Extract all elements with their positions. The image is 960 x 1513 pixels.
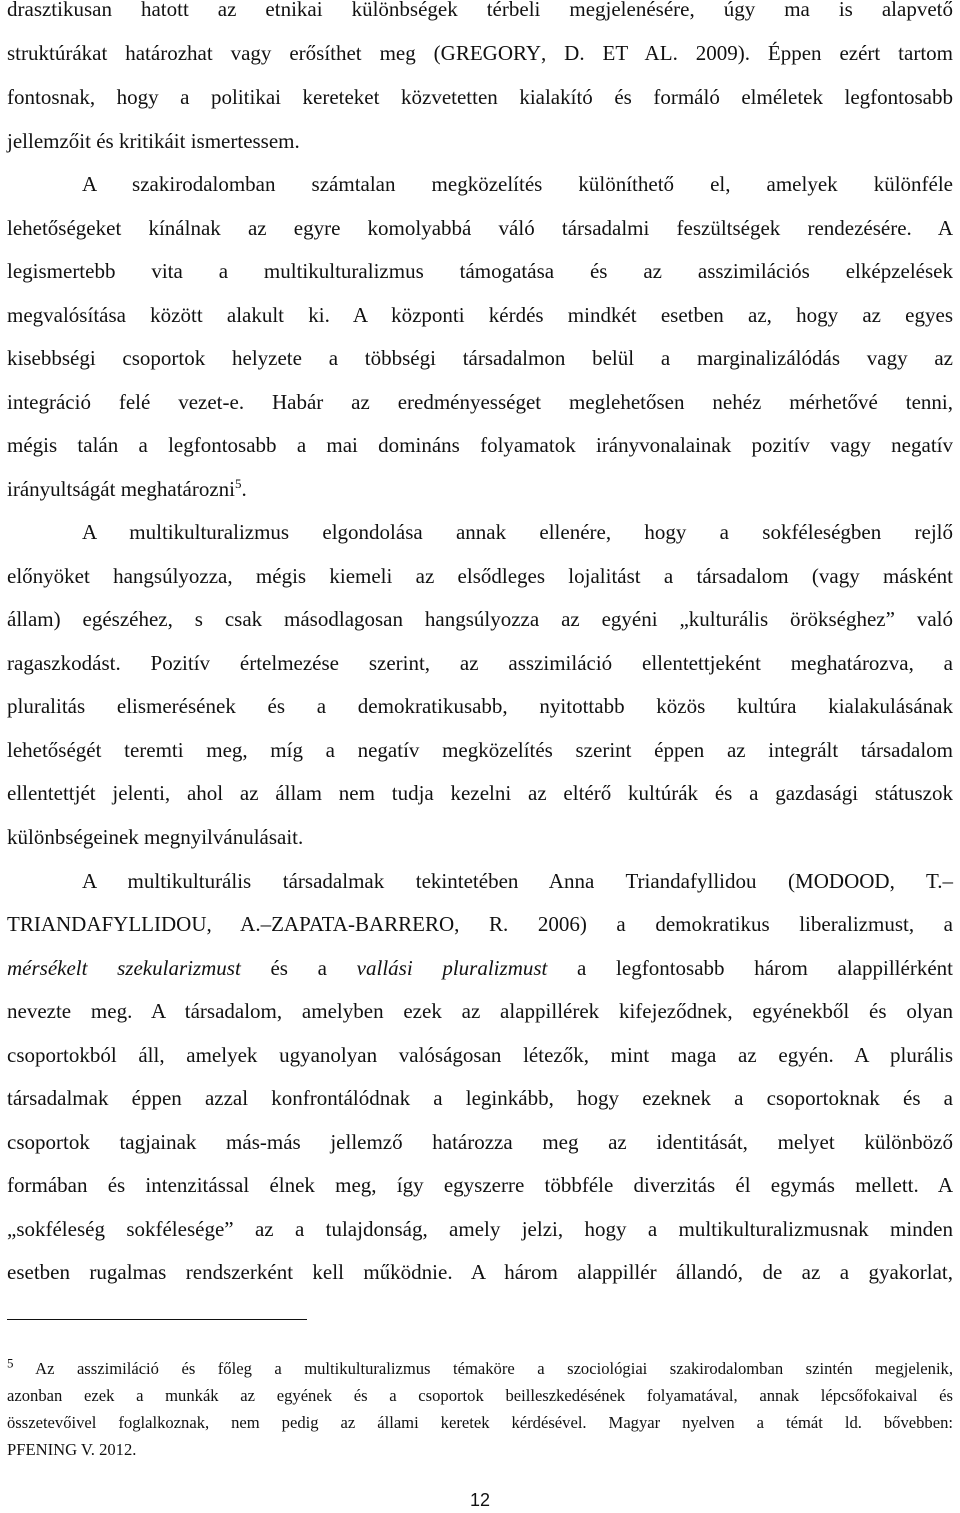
text-span: struktúrákat határozhat vagy erősíthet meg (G <box>7 41 456 65</box>
text-line: kisebbségi csoportok helyzete a többségi társadalmon belül a marginalizálódás vagy az <box>7 346 953 370</box>
page-number: 12 <box>469 1490 491 1510</box>
text-span: T <box>7 912 20 936</box>
text-line: előnyöket hangsúlyozza, mégis kiemeli az elsődleges lojalitást a társadalom (vagy másként <box>7 564 953 588</box>
et-al: ET AL <box>602 41 673 65</box>
text-line: fontosnak, hogy a politikai kereteket közvetetten kialakító és formáló elméletek legfontosabb <box>7 85 953 109</box>
text-span: , R. 2006) a demokratikus liberalizmust, a <box>454 912 953 936</box>
text-line: állam) egészéhez, s csak másodlagosan hangsúlyozza az egyéni „kulturális örökséghez” való <box>7 607 953 631</box>
text-span: -B <box>347 912 369 936</box>
text-span: Az asszimiláció és főleg a multikulturalizmus témaköre a szociológiai szakirodalomban szintén megjelenik, <box>35 1359 954 1378</box>
text-span: V. 2012. <box>77 1440 137 1459</box>
text-line: lehetőségeket kínálnak az egyre komolyabbá váló társadalmi feszültségek rendezésére. A <box>7 216 953 240</box>
text-span: A multikulturális társadalmak tekintetében Anna Triandafyllidou (M <box>82 869 814 893</box>
footnote-line <box>7 1439 953 1461</box>
text-line: integráció felé vezet-e. Habár az eredményességet meglehetősen nehéz mérhetővé tenni, <box>7 390 953 414</box>
text-span: . <box>241 477 247 501</box>
text-line: ellentettjét jelenti, ahol az állam nem tudja kezelni az eltérő kultúrák és a gazdasági státuszok <box>7 781 953 805</box>
text-line <box>7 910 953 938</box>
text-span: , D. <box>541 41 603 65</box>
text-line: pluralitás elismerésének és a demokratikusabb, nyitottabb közös kultúra kialakulásának <box>7 694 953 718</box>
text-line: ragaszkodást. Pozitív értelmezése szerint, az asszimiláció ellentettjeként meghatározva, a <box>7 651 953 675</box>
text-span: , T.– <box>889 869 954 893</box>
text-line <box>7 954 953 982</box>
italic-term: vallási pluralizmust <box>356 956 548 980</box>
text-span: , A.–Z <box>206 912 284 936</box>
text-line: csoportok tagjainak más-más jellemző határozza meg az identitását, melyet különböző <box>7 1130 953 1154</box>
text-line: legismertebb vita a multikulturalizmus támogatása és az asszimilációs elképzelések <box>7 259 953 283</box>
text-line: nevezte meg. A társadalom, amelyben ezek az alappillérek kifejeződnek, egyénekből és olyan <box>7 999 953 1023</box>
footnote-reference[interactable]: 5 <box>235 476 242 491</box>
text-line: A multikulturalizmus elgondolása annak ellenére, hogy a sokféleségben rejlő <box>82 520 953 544</box>
footnote-number: 5 <box>7 1355 14 1371</box>
text-line: formában és intenzitással élnek meg, így egyszerre többféle diverzitás él egymás mellett. A <box>7 1173 953 1197</box>
text-line: esetben rugalmas rendszerként kell működnie. A három alappillér állandó, de az a gyakorlat, <box>7 1260 953 1284</box>
footnote-line: azonban ezek a munkák az egyének és a csoportok beilleszkedésének folyamatával, annak lépcsőfokaival és <box>7 1386 953 1405</box>
text-line: „sokféleség sokfélesége” az a tulajdonság, amely jelzi, hogy a multikulturalizmusnak minden <box>7 1217 953 1241</box>
text-line <box>82 867 953 895</box>
author-name: RIANDAFYLLIDOU <box>19 912 207 936</box>
author-name: ODOOD <box>813 869 890 893</box>
text-span: és a <box>240 956 357 980</box>
author-name: REGORY <box>455 41 541 65</box>
footnote-line <box>7 1355 954 1380</box>
italic-term: mérsékelt szekularizmust <box>7 956 241 980</box>
text-span: a legfontosabb három alappillérként <box>547 956 953 980</box>
text-line: megvalósítása között alakult ki. A központi kérdés mindkét esetben az, hogy az egyes <box>7 303 953 327</box>
text-line <box>7 475 953 503</box>
author-name: FENING <box>16 1440 78 1459</box>
text-line: lehetőségét teremti meg, míg a negatív megközelítés szerint éppen az integrált társadalom <box>7 738 953 762</box>
footnote-line: összetevőivel foglalkoznak, nem pedig az állami keretek kérdésével. Magyar nyelven a témát ld. bővebben: <box>7 1413 953 1432</box>
text-line: különbségeinek megnyilvánulásait. <box>7 825 304 849</box>
text-span: irányultságát meghatározni <box>7 477 235 501</box>
text-line: társadalmak éppen azzal konfrontálódnak a leginkább, hogy ezeknek a csoportoknak és a <box>7 1086 953 1110</box>
text-span: . 2009). Éppen ezért tartom <box>672 41 953 65</box>
text-line: drasztikusan hatott az etnikai különbségek térbeli megjelenésére, úgy ma is alapvető <box>7 0 953 21</box>
text-span: P <box>7 1440 17 1459</box>
text-line: mégis talán a legfontosabb a mai domináns folyamatok irányvonalainak pozitív vagy negatív <box>7 433 953 457</box>
text-line: jellemzőit és kritikáit ismertessem. <box>7 129 300 153</box>
text-line: csoportokból áll, amelyek ugyanolyan valóságosan létezők, mint maga az egyén. A plurális <box>7 1043 953 1067</box>
text-line <box>7 39 953 67</box>
text-line: A szakirodalomban számtalan megközelítés különíthető el, amelyek különféle <box>82 172 953 196</box>
author-name: ARRERO <box>368 912 455 936</box>
author-name: APATA <box>283 912 348 936</box>
footnote-separator <box>7 1319 307 1320</box>
